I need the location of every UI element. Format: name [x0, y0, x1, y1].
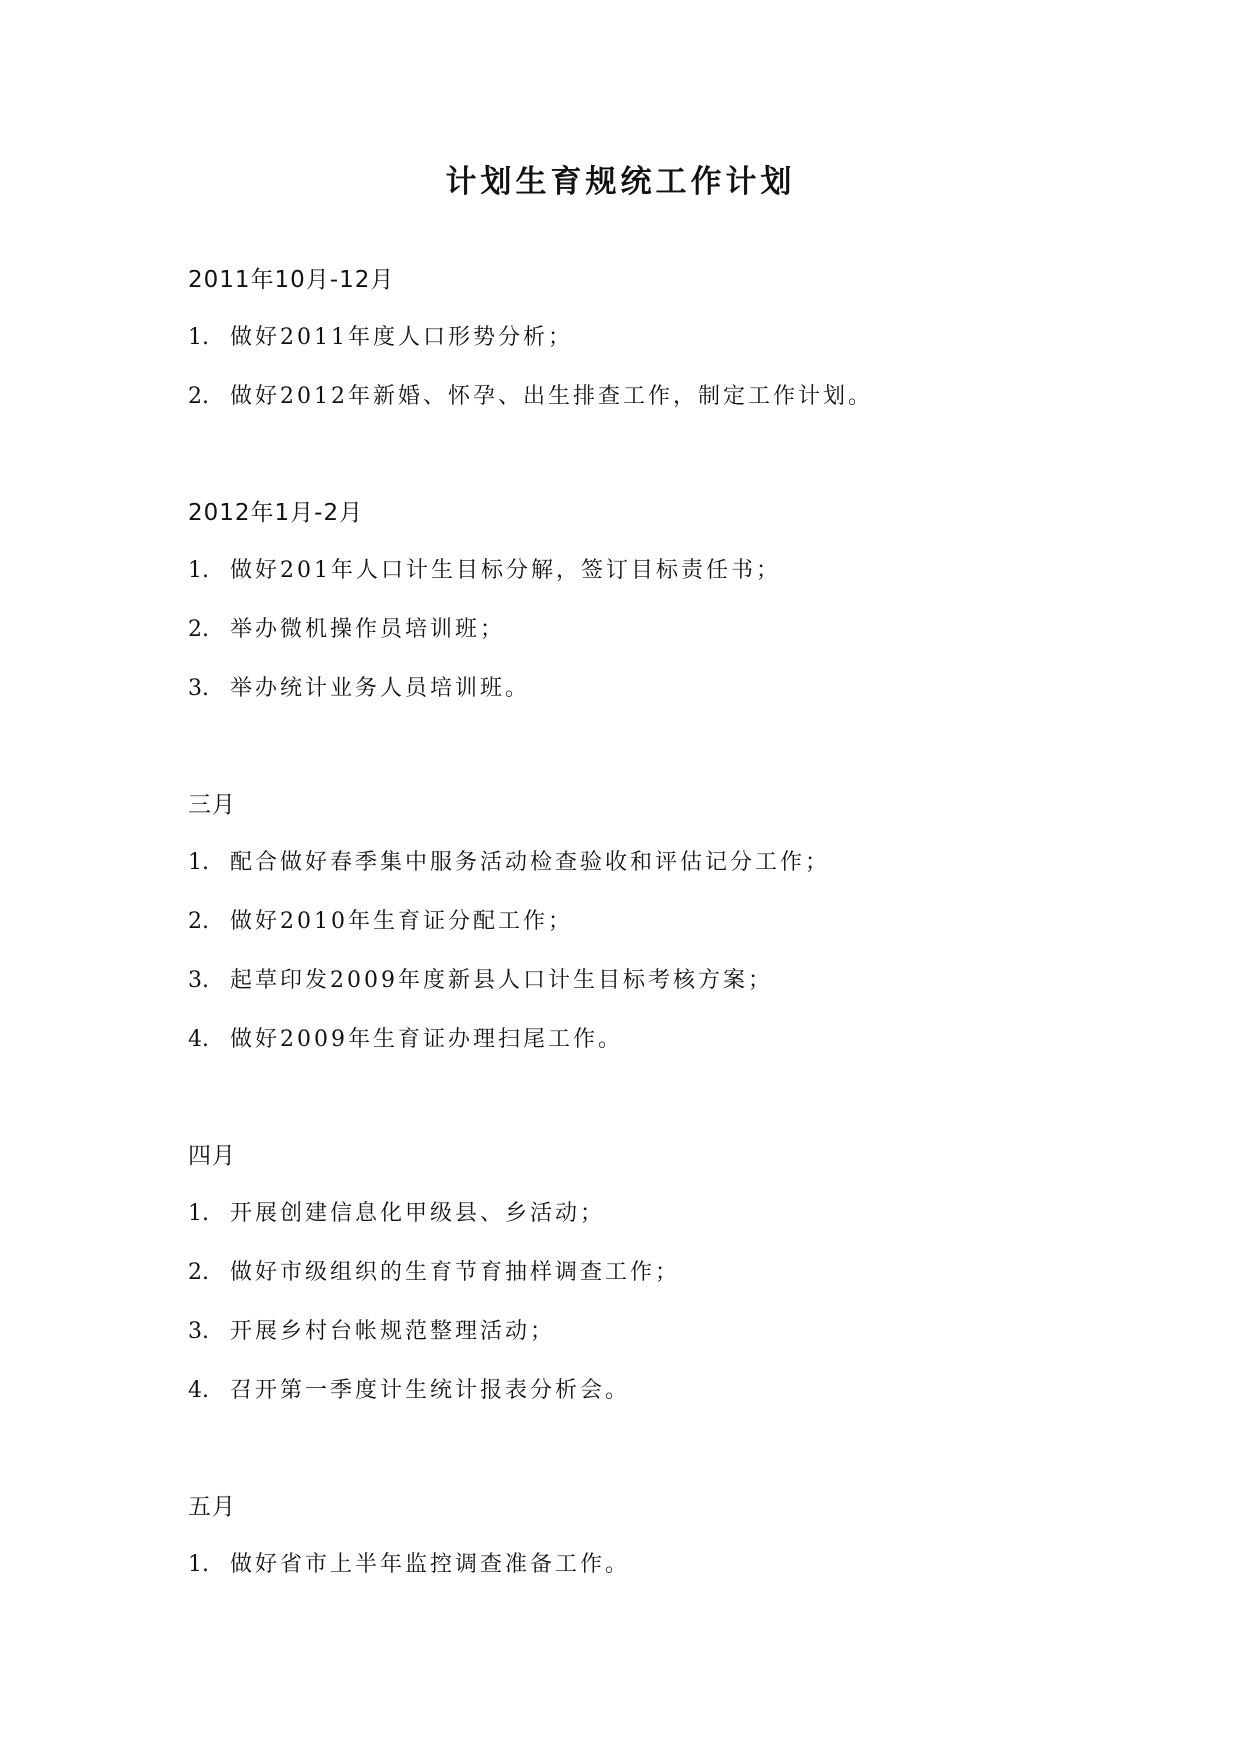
list-item: [188, 1199, 1188, 1229]
section-may: [188, 1492, 1188, 1580]
list-item: [188, 1550, 1188, 1580]
item-number: 2.: [188, 384, 209, 409]
item-text: 做好省市上半年监控调查准备工作。: [230, 1552, 631, 1577]
item-text: 做好2010年生育证分配工作；: [230, 909, 573, 934]
list-item: [188, 556, 1188, 586]
item-number: 3.: [188, 968, 209, 993]
item-text: 举办微机操作员培训班；: [230, 617, 506, 642]
item-text: 做好2011年度人口形势分析；: [230, 325, 573, 350]
item-text: 举办统计业务人员培训班。: [230, 676, 531, 701]
item-text: 做好2009年生育证办理扫尾工作。: [230, 1027, 623, 1052]
list-item: [188, 966, 1188, 996]
item-list: [188, 1199, 1188, 1406]
item-list: [188, 556, 1188, 704]
list-item: [188, 1258, 1188, 1288]
list-item: [188, 382, 1188, 412]
item-number: 3.: [188, 1319, 209, 1344]
item-number: 4.: [188, 1027, 209, 1052]
item-number: 2.: [188, 1260, 209, 1285]
document-title: 计划生育规统工作计划: [445, 164, 796, 200]
section-2012-jan-feb: [188, 498, 1188, 704]
section-heading: 五月: [188, 1494, 236, 1520]
section-april: [188, 1141, 1188, 1406]
item-text: 做好市级组织的生育节育抽样调查工作；: [230, 1260, 681, 1285]
item-number: 1.: [188, 558, 209, 583]
item-text: 配合做好春季集中服务活动检查验收和评估记分工作；: [230, 850, 831, 875]
list-item: [188, 1376, 1188, 1406]
item-list: [188, 1550, 1188, 1580]
item-number: 3.: [188, 676, 209, 701]
section-heading: 三月: [188, 792, 236, 818]
item-list: [188, 323, 1188, 412]
item-text: 开展创建信息化甲级县、乡活动；: [230, 1201, 606, 1226]
list-item: [188, 674, 1188, 704]
document-body: [188, 265, 1188, 1666]
item-number: 2.: [188, 617, 209, 642]
item-text: 开展乡村台帐规范整理活动；: [230, 1319, 556, 1344]
list-item: [188, 1317, 1188, 1347]
item-number: 1.: [188, 850, 209, 875]
item-number: 1.: [188, 1552, 209, 1577]
item-number: 4.: [188, 1378, 209, 1403]
list-item: [188, 907, 1188, 937]
item-number: 1.: [188, 325, 209, 350]
item-text: 做好2012年新婚、怀孕、出生排查工作，制定工作计划。: [230, 384, 873, 409]
item-list: [188, 848, 1188, 1055]
item-text: 召开第一季度计生统计报表分析会。: [230, 1378, 631, 1403]
list-item: [188, 1025, 1188, 1055]
item-number: 2.: [188, 909, 209, 934]
list-item: [188, 615, 1188, 645]
section-heading: 2012年1月-2月: [188, 500, 364, 526]
item-number: 1.: [188, 1201, 209, 1226]
list-item: [188, 323, 1188, 353]
item-text: 做好201年人口计生目标分解，签订目标责任书；: [230, 558, 781, 583]
section-heading: 2011年10月-12月: [188, 267, 395, 293]
section-2011-oct-dec: [188, 265, 1188, 412]
list-item: [188, 848, 1188, 878]
section-march: [188, 790, 1188, 1055]
item-text: 起草印发2009年度新县人口计生目标考核方案；: [230, 968, 773, 993]
section-heading: 四月: [188, 1143, 236, 1169]
